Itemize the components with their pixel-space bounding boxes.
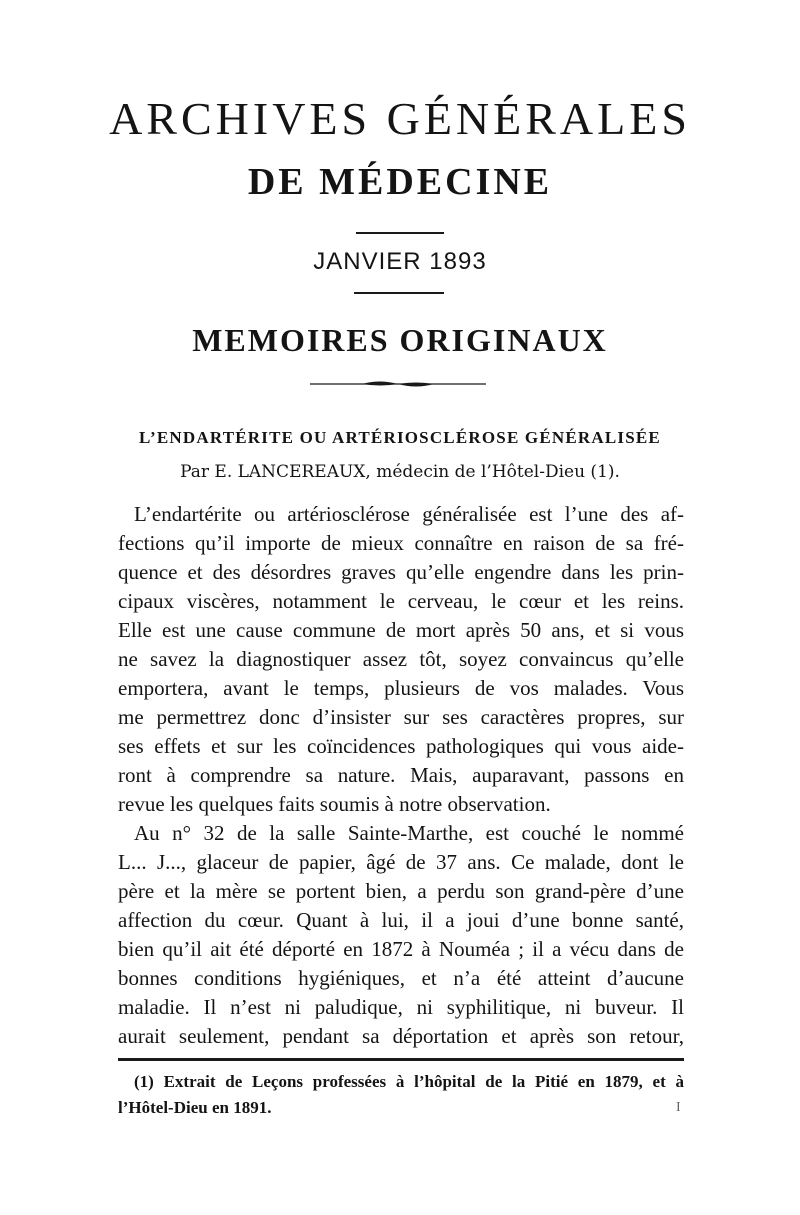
journal-title: ARCHIVES GÉNÉRALES [109, 93, 691, 144]
section-title: MEMOIRES ORIGINAUX [192, 322, 608, 358]
paragraph-line: bonnes conditions hygiéniques, et n’a été atteint d’aucune [118, 966, 684, 990]
paragraph-line: ses effets et sur les coïncidences pathologiques qui vous aide- [118, 734, 684, 758]
paragraph-line: ront à comprendre sa nature. Mais, auparavant, passons en [118, 763, 684, 787]
article-byline: Par E. LANCEREAUX, médecin de l’Hôtel-Dieu (1). [180, 462, 620, 482]
paragraph-line: bien qu’il ait été déporté en 1872 à Nouméa ; il a vécu dans de [118, 937, 684, 961]
paragraph-line: père et la mère se portent bien, a perdu son grand-père d’une [118, 879, 684, 903]
issue-date: JANVIER 1893 [313, 248, 487, 275]
paragraph-line: aurait seulement, pendant sa déportation et après son retour, [118, 1024, 684, 1048]
paragraph-line: L... J..., glaceur de papier, âgé de 37 ans. Ce malade, dont le [118, 850, 684, 874]
paragraph-line: quence et des désordres graves qu’elle engendre dans les prin- [118, 560, 684, 584]
footnote-line: (1) Extrait de Leçons professées à l’hôpital de la Pitié en 1879, et à [134, 1072, 684, 1091]
ornamental-divider [310, 378, 486, 390]
journal-subtitle: DE MÉDECINE [247, 161, 553, 203]
paragraph-line: maladie. Il n’est ni paludique, ni syphilitique, ni buveur. Il [118, 995, 684, 1019]
paragraph-line: emportera, avant le temps, plusieurs de vos malades. Vous [118, 676, 684, 700]
paragraph-line: Au n° 32 de la salle Sainte-Marthe, est couché le nommé [134, 821, 684, 845]
footnote-line: l’Hôtel-Dieu en 1891. [118, 1098, 272, 1117]
paragraph-line: Elle est une cause commune de mort après 50 ans, et si vous [118, 618, 684, 642]
divider-rule [354, 292, 444, 294]
paragraph-line: me permettrez donc d’insister sur ses caractères propres, sur [118, 705, 684, 729]
paragraph-line: affection du cœur. Quant à lui, il a joui d’une bonne santé, [118, 908, 684, 932]
divider-rule [356, 232, 444, 234]
paragraph-line: revue les quelques faits soumis à notre observation. [118, 792, 551, 816]
paragraph-line: cipaux viscères, notamment le cerveau, le cœur et les reins. [118, 589, 684, 613]
article-title: L’ENDARTÉRITE OU ARTÉRIOSCLÉROSE GÉNÉRALISÉE [139, 428, 661, 447]
paragraph-line: ne savez la diagnostiquer assez tôt, soyez convaincus qu’elle [118, 647, 684, 671]
paragraph-line: fections qu’il importe de mieux connaître en raison de sa fré- [118, 531, 684, 555]
footnote-rule [118, 1058, 684, 1061]
signature-mark: I [676, 1100, 681, 1115]
paragraph-line: L’endartérite ou artériosclérose généralisée est l’une des af- [134, 502, 684, 526]
